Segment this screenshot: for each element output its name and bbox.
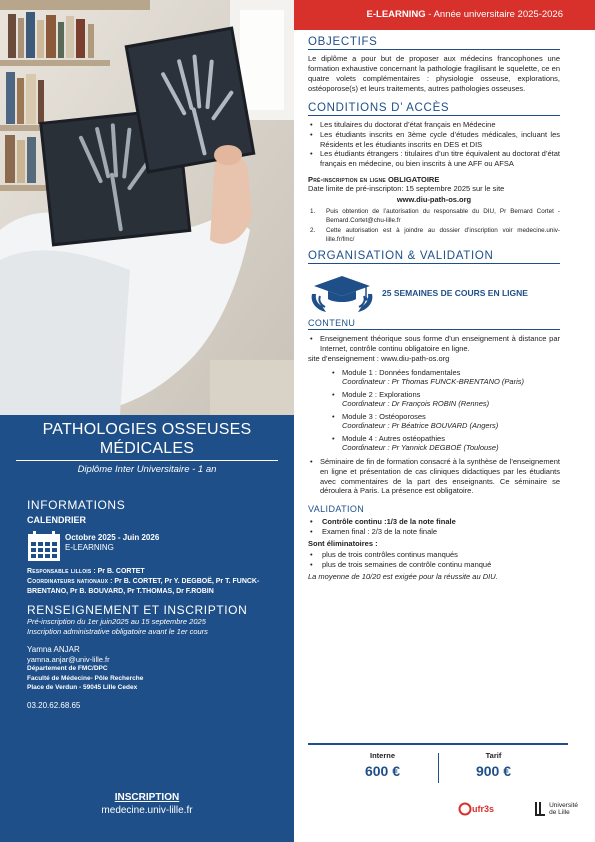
- module-item: [330, 412, 560, 431]
- univ-lille-logo: [534, 801, 578, 817]
- conditions-list: [308, 120, 560, 169]
- price-tarif: [439, 751, 549, 783]
- organisation-heading: ORGANISATION & VALIDATION: [308, 250, 560, 264]
- validation-heading: VALIDATION: [308, 504, 365, 515]
- module-title: • Module 1 : Données fondamentales: [342, 367, 461, 377]
- conditions-heading: CONDITIONS D’ ACCÈS: [308, 102, 560, 116]
- contact-email[interactable]: yamna.anjar@univ-lille.fr: [27, 654, 110, 664]
- contenu-list: [308, 334, 560, 354]
- course-title: PATHOLOGIES OSSEUSES MÉDICALES: [42, 421, 252, 457]
- steps-list: [308, 208, 560, 244]
- moyenne-note: La moyenne de 10/20 est exigée pour la réussite au DIU.: [308, 572, 498, 582]
- top-banner: [294, 0, 595, 30]
- seminaire-list: [308, 457, 560, 496]
- course-dates: Octobre 2025 - Juin 2026: [65, 533, 160, 542]
- elim-list: [308, 550, 560, 570]
- validation-section: [308, 504, 560, 581]
- contact-block: [27, 645, 282, 693]
- info-section: [27, 498, 282, 710]
- preinscription-obligatoire: OBLIGATOIRE: [385, 174, 440, 184]
- module-item: [330, 434, 560, 453]
- module-coordinator: Coordinateur : Pr Béatrice BOUVARD (Angers): [342, 421, 499, 431]
- module-coordinator: Coordinateur : Dr François ROBIN (Rennes): [342, 399, 490, 409]
- module-item: [330, 368, 560, 387]
- contact-name: Yamna ANJAR: [27, 645, 80, 654]
- ufr3s-logo: [458, 802, 494, 816]
- inscription-heading: RENSEIGNEMENT ET INSCRIPTION: [27, 603, 248, 617]
- contact-phone: 03.20.62.68.65: [27, 700, 81, 710]
- contenu-heading: CONTENU: [308, 318, 560, 330]
- date-limit: Date limite de pré-inscripton: 15 septembre 2025 sur le site: [308, 183, 505, 193]
- left-panel: [0, 0, 294, 842]
- info-heading: INFORMATIONS: [27, 498, 126, 512]
- course-subtitle: Diplôme Inter Universitaire - 1 an: [77, 464, 217, 475]
- elim-item: • plus de trois semaines de contrôle continu manqué: [308, 560, 560, 570]
- preinscription-site[interactable]: www.diu-path-os.org: [396, 194, 472, 204]
- graduation-cap-icon: [308, 272, 376, 314]
- responsables: [27, 567, 282, 597]
- responsable-label: Responsable lillois: [27, 568, 92, 575]
- preinscription-dates: Pré-inscription du 1er juin2025 au 15 septembre 2025: [27, 617, 206, 626]
- price-tarif-label: Tarif: [485, 751, 502, 760]
- module-item: [330, 390, 560, 409]
- contact-address: Place de Verdun - 59045 Lille Cedex: [27, 684, 138, 691]
- module-title: • Module 2 : Explorations: [342, 389, 421, 399]
- preinscription-label: [308, 175, 560, 184]
- inscription-link-block: [0, 792, 294, 816]
- condition-item: • Les étudiants étrangers : titulaires d’un titre équivalent au doctorat d’état français en médecine, ou bien inscrits à une AFF ou AFSA: [308, 149, 560, 169]
- price-interne-value: 600 €: [364, 763, 401, 779]
- elim-item: • plus de trois contrôles continus manqués: [308, 550, 560, 560]
- condition-item: • Les étudiants inscrits en 3ème cycle d’études médicales, incluant les Résidents et les étudiants inscrits en DES et DIS: [308, 130, 560, 150]
- contenu-item: • Enseignement théorique sous forme d’un enseignement à distance par Internet, contrôle continu obligatoire en ligne.: [308, 334, 560, 354]
- module-coordinator: Coordinateur : Pr Yannick DEGBOË (Toulouse): [342, 443, 499, 453]
- ufr3s-logo-text: ufr3s: [472, 804, 495, 814]
- step-number: 1.: [310, 207, 316, 215]
- seminaire-item: • Séminaire de fin de formation consacré à la synthèse de l’enseignement en ligne et présentation de cas cliniques didactiques par les étudiants avec commentaires de la part des enseignants. Ce séminaire se déroulera à Paris. La présence est obligatoire.: [308, 457, 560, 496]
- validation-list: [308, 517, 560, 537]
- validation-item: • Contrôle continu :1/3 de la note finale: [308, 517, 560, 527]
- teaching-site: site d’enseignement : www.diu-path-os.org: [308, 353, 450, 363]
- validation-item: • Examen final : 2/3 de la note finale: [308, 527, 560, 537]
- course-title-block: [0, 415, 294, 475]
- coordinateurs-label: Coordinateurs nationaux: [27, 578, 109, 585]
- title-divider: [16, 460, 278, 461]
- step-number: 2.: [310, 227, 316, 235]
- module-title: • Module 4 : Autres ostéopathies: [342, 433, 445, 443]
- condition-item: • Les titulaires du doctorat d’état français en Médecine: [308, 120, 560, 130]
- inscription-link-label[interactable]: INSCRIPTION: [114, 792, 180, 803]
- preinscription-label-text: Pré-inscription en ligne: [308, 174, 386, 184]
- weeks-row: [308, 272, 560, 314]
- contact-department: Département de FMC/DPC: [27, 665, 108, 672]
- calendar-icon: [27, 530, 61, 562]
- right-panel: [308, 36, 560, 581]
- course-mode: E-LEARNING: [65, 543, 114, 552]
- inscription-link-url[interactable]: medecine.univ-lille.fr: [101, 805, 193, 816]
- contact-faculty: Faculté de Médecine- Pôle Recherche: [27, 674, 144, 682]
- price-interne-label: Interne: [369, 751, 395, 760]
- weeks-label: 25 SEMAINES DE COURS EN LIGNE: [382, 288, 528, 299]
- price-interne: [328, 751, 438, 783]
- objectifs-heading: OBJECTIFS: [308, 36, 560, 50]
- price-box: [308, 743, 568, 783]
- univ-lille-logo-icon: [534, 801, 546, 817]
- logos: [458, 798, 578, 820]
- coordinateurs-value: : Pr B. CORTET, Pr Y. DEGBOË, Pr T. FUNCK-BRENTANO, Pr B. BOUVARD, Pr T.THOMAS, Dr F.ROBIN: [27, 578, 260, 595]
- modules-list: [308, 368, 560, 453]
- price-tarif-value: 900 €: [475, 763, 512, 779]
- step-text: Cette autorisation est à joindre au dossier d’inscription voir medecine.univ-lille.fr/fmc/: [326, 227, 560, 243]
- module-coordinator: Coordinateur : Pr Thomas FUNCK-BRENTANO (Paris): [342, 377, 524, 387]
- module-title: • Module 3 : Ostéoporoses: [342, 411, 426, 421]
- responsable-value: : Pr B. CORTET: [91, 568, 145, 575]
- calendar-heading: CALENDRIER: [27, 515, 87, 525]
- banner-year: - Année universitaire 2025-2026: [425, 9, 563, 20]
- banner-elearning: E-LEARNING: [366, 9, 426, 20]
- xray-photo: [0, 0, 294, 415]
- elim-heading: Sont éliminatoires :: [308, 539, 378, 549]
- univ-lille-line1: Université: [549, 802, 578, 809]
- calendar-row: [27, 530, 282, 562]
- ufr3s-logo-icon: [458, 802, 472, 816]
- admin-inscription-note: Inscription administrative obligatoire avant le 1er cours: [27, 627, 208, 636]
- objectifs-text: Le diplôme a pour but de proposer aux médecins francophones une formation exhaustive concernant la pathologie fragilisant le squelette, ce en quatre volets complémentaires : physiologie osseuse, explorations, ostéoporose(s) et leurs traitements, autres pathologies osseuses.: [308, 54, 560, 93]
- step-item: [308, 227, 560, 244]
- step-text: Puis obtention de l’autorisation du responsable du DIU, Pr Bernard Cortet - Bernard.Cortet@chu-lille.fr: [326, 207, 560, 224]
- step-item: [308, 208, 560, 225]
- univ-lille-line2: de Lille: [549, 809, 570, 816]
